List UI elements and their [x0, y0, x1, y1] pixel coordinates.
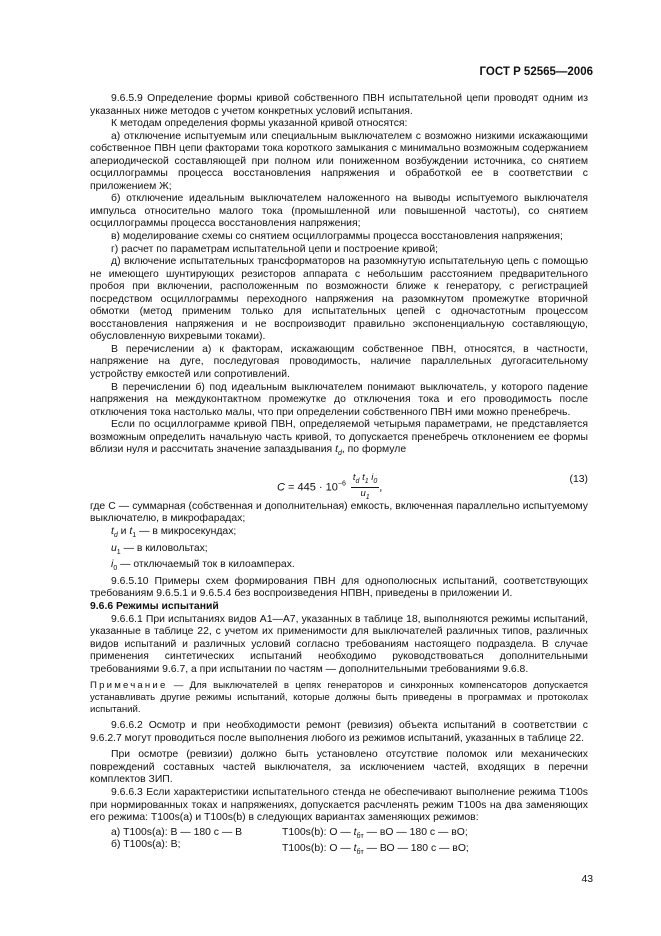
paragraph: д) включение испытательных трансформаторов на разомкнутую испытательную цепь с помощью не имеющего шунтирующих резисторов аппарата с небольшим расстоянием предварительного пробоя при включении, расположенным по возможности ближе к генератору, с регистрацией посредством осциллограммы переходного напряжения на разомкнутом промежутке вторичной обмотки (метод применим только для испытательных цепей с одночастотным процессом восстановления напряжения и не воспроизводит правильно экспоненциальную составляющую, обусловленную вихревыми токами).: [90, 256, 588, 343]
formula-coef: = 445 · 10: [288, 481, 338, 494]
formula-denominator: $u_1$: [360, 487, 370, 501]
page-body: [90, 93, 588, 857]
paragraph: При осмотре (ревизии) должно быть установлено отсутствие поломок или механических повреждений составных частей выключателя, за исключением частей, входящих в перечни комплектов ЗИП.: [90, 749, 588, 786]
paragraph: [90, 419, 588, 461]
page-number: 43: [581, 874, 593, 885]
paragraph: 9.6.6.2 Осмотр и при необходимости ремонт (ревизия) объекта испытаний в соответствии с 9.6.2.7 могут проводиться после выполнения любого из режимов испытаний, указанных в таблице 22.: [90, 720, 588, 744]
mode-item: б) Т100s(a): В;: [111, 839, 181, 851]
formula-exp: −6: [337, 480, 346, 488]
paragraph: К методам определения формы указанной кривой относятся:: [111, 118, 408, 130]
note-label: Примечание: [90, 680, 168, 692]
note: [90, 680, 588, 716]
section-heading: 9.6.6 Режимы испытаний: [90, 601, 219, 612]
mode-item: а) Т100s(a): В — 180 с — В: [111, 826, 243, 838]
paragraph: где C — суммарная (собственная и дополнительная) емкость, включенная параллельно испытуемому выключателю, в микрофарадах;: [90, 500, 588, 525]
definition-item: $u_1$ — в киловольтах;: [111, 542, 208, 556]
formula-numerator: $t_d$ $t_1$ $i_0$: [351, 472, 379, 488]
symbol: $t_d$: [335, 444, 342, 458]
paragraph: б) отключение идеальным выключателем наложенного на выводы испытуемого выключателя импульса относительно малого тока (промышленной или повышенной частоты), со снятием осциллограммы процесса восстановления напряжения;: [90, 193, 588, 230]
modes-column-a: [90, 827, 242, 852]
document-id: ГОСТ Р 52565—2006: [479, 66, 593, 78]
paragraph: в) моделирование схемы со снятием осциллограммы процесса восстановления напряжения;: [111, 231, 563, 243]
definition-item: $i_0$ — отключаемый ток в килоамперах.: [111, 559, 295, 573]
mode-item: Т100s(b): О — $t_{бт}$ — вО — 180 с — вО;: [282, 826, 468, 840]
modes-column-b: [282, 827, 469, 860]
paragraph: 9.6.5.10 Примеры схем формирования ПВН для однополюсных испытаний, соответствующих требованиям 9.6.5.1 и 9.6.5.4 без воспроизведения НПВН, приведены в приложении И.: [90, 575, 588, 600]
paragraph: 9.6.5.9 Определение формы кривой собственного ПВН испытательной цепи проводят одним из указанных ниже методов с учетом конкретных условий испытания.: [90, 93, 588, 117]
formula-number: (13): [569, 473, 588, 485]
definition-item: $t_d$ и $t_1$ — в микросекундах;: [111, 526, 237, 540]
text: , по формуле: [341, 444, 407, 456]
paragraph: В перечислении а) к факторам, искажающим собственное ПВН, относятся, в частности, напряжение на дуге, последуговая проводимость, наличие параллельных дугогасительному устройству емкостей или сопротивлений.: [90, 343, 588, 381]
paragraph: 9.6.6.3 Если характеристики испытательного стенда не обеспечивают выполнение режима Т100s при нормированных токах и напряжениях, допускается расчленять режим Т100s на два заменяющих его режима: Т100s(a) и Т100s(b) в следующих вариантах заменяющих режимов:: [90, 787, 588, 824]
paragraph: В перечислении б) под идеальным выключателем понимают выключатель, у которого падение напряжения на междуконтактном промежутке до отключения тока и его проводимость после отключения тока настолько малы, что при определении собственного ПВН ими можно пренебречь.: [90, 381, 588, 418]
paragraph: 9.6.6.1 При испытаниях видов А1—А7, указанных в таблице 18, выполняются режимы испытаний, указанные в таблице 22, с учетом их применимости для выключателей различных типов, различных видов испытаний и различных условий согласно требованиям настоящего подраздела. В случае применения синтетических испытаний необходимо руководствоваться дополнительными требованиями 9.6.7, а при испытании по частям — дополнительными требованиями 9.6.8.: [90, 613, 588, 675]
formula-lhs: C: [277, 481, 285, 494]
paragraph: а) отключение испытуемым или специальным выключателем с возможно низкими искажающими собственное ПВН цепи факторами тока короткого замыкания с минимально возможным содержанием апериодической составляющей при полном или пониженном возбуждении источника, со снятием осциллограммы процесса восстановления напряжения и обработкой ее в соответствии с приложением Ж;: [90, 130, 588, 192]
modes-list: [90, 826, 588, 857]
paragraph: г) расчет по параметрам испытательной цепи и построение кривой;: [111, 243, 439, 255]
text: Если по осциллограмме кривой ПВН, определяемой четырьмя параметрами, не представляется возможным определить начальную часть кривой, то допускается пренебречь отклонением ее формы вблизи нуля и рассчитать значение запаздывания: [90, 419, 588, 456]
mode-item: Т100s(b): О — $t_{бт}$ — ВО — 180 с — вО;: [282, 843, 469, 857]
formula-13: [90, 464, 588, 501]
note-text: — Для выключателей в цепях генераторов и синхронных компенсаторов допускается устанавливать другие режимы испытаний, которые должны быть приведены в программах и протоколах испытаний.: [90, 680, 588, 716]
formula-expression: $C = 445 \cdot 10^{-6}$ $\frac{t_d t_1 i_0}{u_1}$ ,: [277, 471, 383, 501]
formula-fraction: [351, 472, 379, 503]
